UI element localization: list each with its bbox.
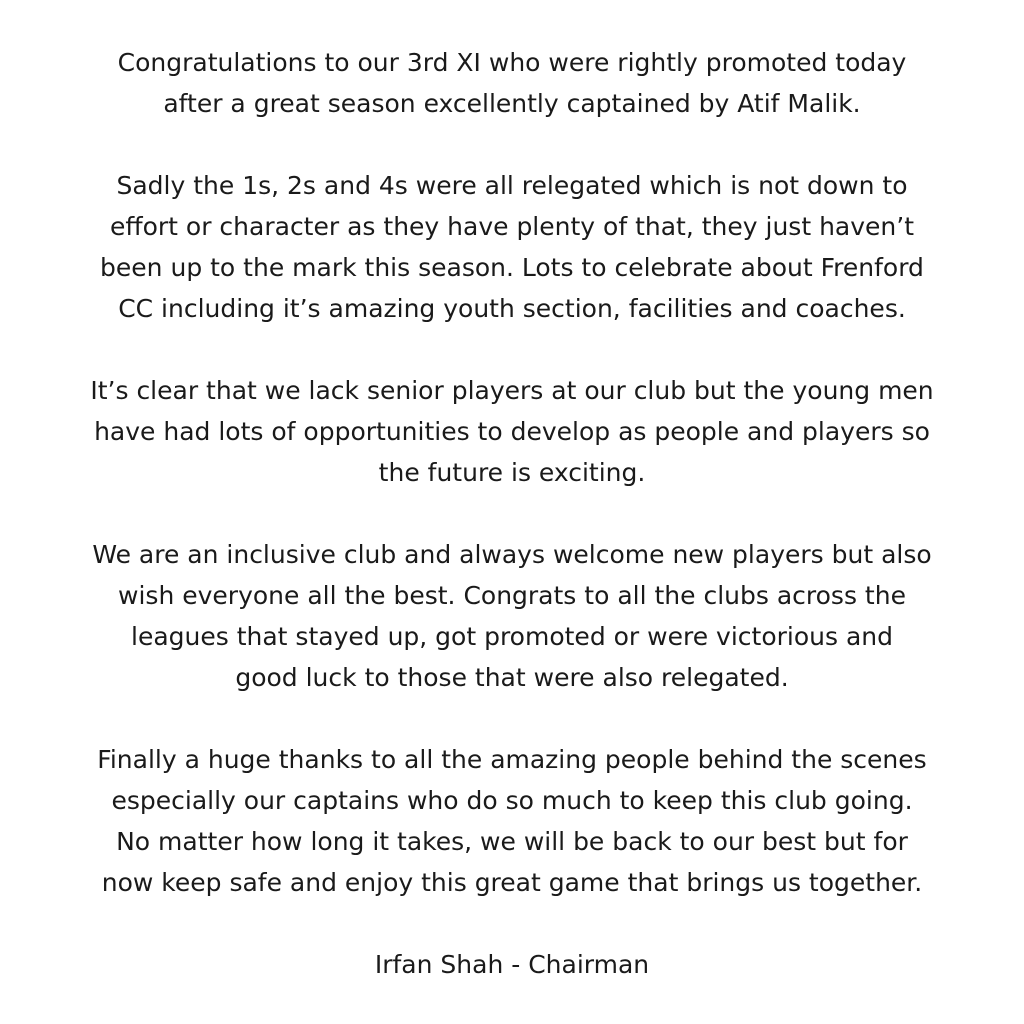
text-line: It’s clear that we lack senior players at our club but the young men xyxy=(90,376,934,405)
text-line: the future is exciting. xyxy=(378,458,646,487)
text-line: Congratulations to our 3rd XI who were rightly promoted today xyxy=(117,48,907,77)
text-line: We are an inclusive club and always welcome new players but also xyxy=(92,540,932,569)
text-line: effort or character as they have plenty of that, they just haven’t xyxy=(109,212,915,241)
text-line: especially our captains who do so much to keep this club going. xyxy=(111,786,913,815)
paragraph-inclusive xyxy=(40,534,984,698)
text-line: good luck to those that were also relegated. xyxy=(235,663,789,692)
text-line: after a great season excellently captained by Atif Malik. xyxy=(163,89,861,118)
text-line: now keep safe and enjoy this great game that brings us together. xyxy=(101,868,923,897)
paragraph-relegation xyxy=(40,165,984,329)
text-line: been up to the mark this season. Lots to celebrate about Frenford xyxy=(100,253,924,282)
text-line: No matter how long it takes, we will be back to our best but for xyxy=(116,827,908,856)
paragraph-future xyxy=(40,370,984,493)
text-line: leagues that stayed up, got promoted or were victorious and xyxy=(131,622,893,651)
paragraph-promotion xyxy=(40,42,984,124)
signature: Irfan Shah - Chairman xyxy=(374,950,650,979)
text-line: have had lots of opportunities to develop as people and players so xyxy=(94,417,930,446)
text-line: CC including it’s amazing youth section, facilities and coaches. xyxy=(118,294,906,323)
text-line: wish everyone all the best. Congrats to all the clubs across the xyxy=(118,581,906,610)
paragraph-thanks xyxy=(40,739,984,903)
text-line: Sadly the 1s, 2s and 4s were all relegated which is not down to xyxy=(116,171,908,200)
text-line: Finally a huge thanks to all the amazing people behind the scenes xyxy=(97,745,927,774)
